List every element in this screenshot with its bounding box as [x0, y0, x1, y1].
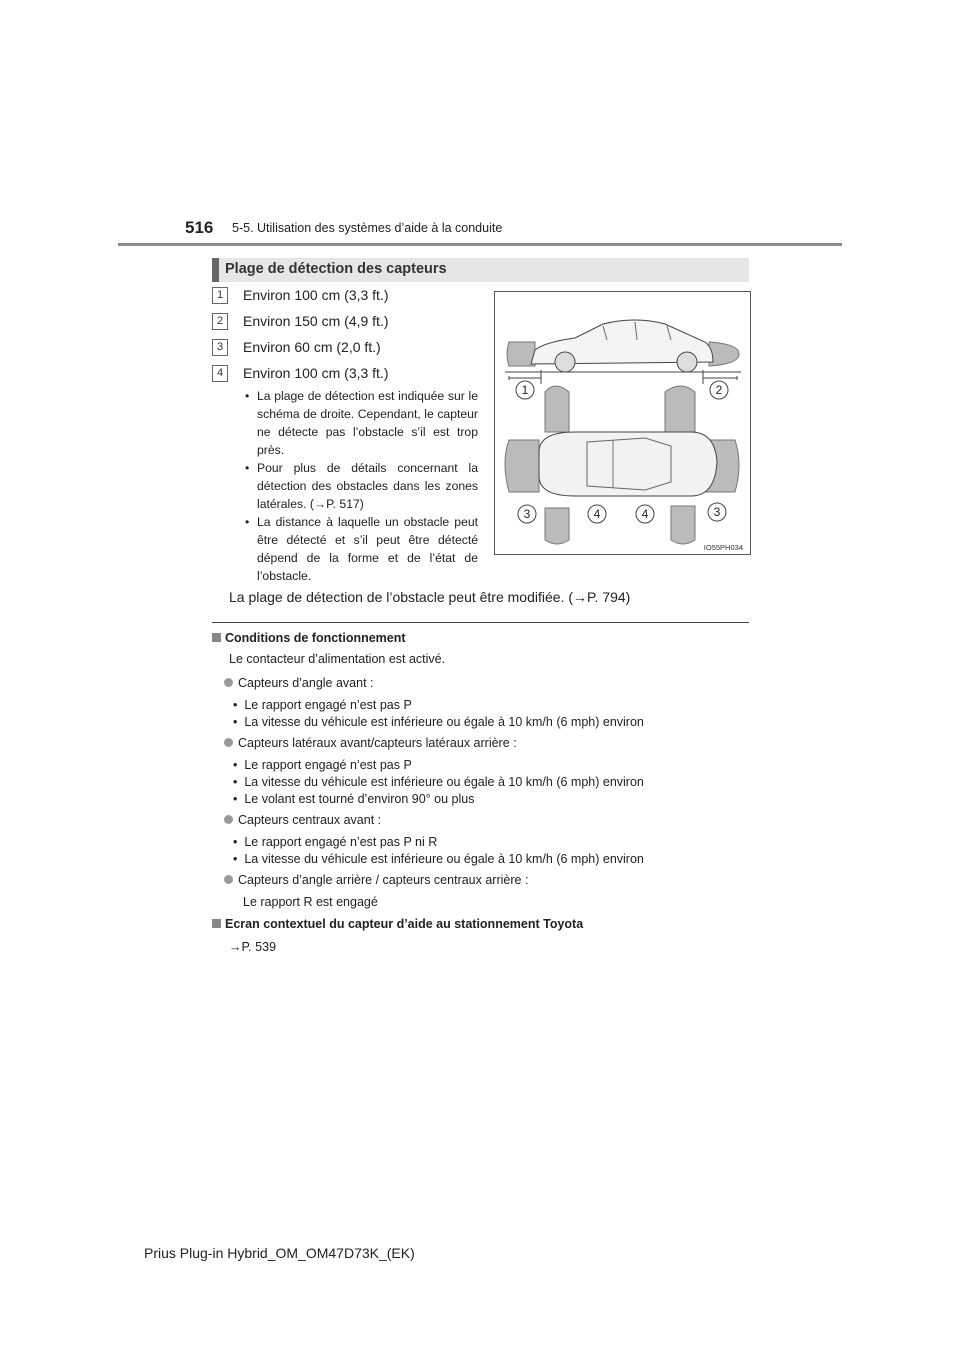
callout-4: 4: [593, 507, 601, 521]
callout-2: 2: [715, 383, 723, 397]
circle-bullet-icon: [224, 815, 233, 824]
footer-doc-id: Prius Plug-in Hybrid_OM_OM47D73K_(EK): [144, 1245, 415, 1261]
range-number-3: 3: [212, 339, 228, 356]
condition-line: • Le rapport engagé n’est pas P: [233, 698, 412, 712]
callout-3b: 3: [713, 505, 721, 519]
diagram-illustration: [495, 292, 750, 554]
condition-line: • La vitesse du véhicule est inférieure ou égale à 10 km/h (6 mph) environ: [233, 715, 644, 729]
header-rule: [118, 243, 842, 246]
popup-heading: Ecran contextuel du capteur d’aide au stationnement Toyota: [212, 917, 583, 931]
square-bullet-icon: [212, 633, 221, 642]
condition-group-label: Capteurs latéraux avant/capteurs latéraux arrière :: [224, 736, 517, 750]
range-number-1: 1: [212, 287, 228, 304]
range-text-2: Environ 150 cm (4,9 ft.): [243, 313, 389, 329]
condition-group-label: Capteurs centraux avant :: [224, 813, 381, 827]
heading-text: Plage de détection des capteurs: [225, 261, 447, 277]
section-divider: [212, 622, 749, 623]
conditions-heading: Conditions de fonctionnement: [212, 631, 406, 645]
condition-line: • Le rapport engagé n’est pas P ni R: [233, 835, 438, 849]
circle-bullet-icon: [224, 678, 233, 687]
note-item: • La plage de détection est indiquée sur le schéma de droite. Cependant, le capteur ne détecte pas l’obstacle s’il est trop près.: [245, 389, 478, 457]
page-number: 516: [185, 218, 214, 237]
section-heading: [212, 258, 749, 282]
range-number-4: 4: [212, 365, 228, 382]
conditions-intro: Le contacteur d’alimentation est activé.: [229, 652, 446, 666]
condition-line: • Le volant est tourné d’environ 90° ou plus: [233, 792, 475, 806]
condition-line: • La vitesse du véhicule est inférieure ou égale à 10 km/h (6 mph) environ: [233, 775, 644, 789]
heading-accent: [212, 258, 219, 282]
callout-4b: 4: [641, 507, 649, 521]
modify-range-text: La plage de détection de l’obstacle peut être modifiée. (→P. 794): [229, 589, 631, 605]
range-text-3: Environ 60 cm (2,0 ft.): [243, 339, 381, 355]
circle-bullet-icon: [224, 875, 233, 884]
callout-1: 1: [521, 383, 529, 397]
callout-3: 3: [523, 507, 531, 521]
circle-bullet-icon: [224, 738, 233, 747]
diagram-code: IO55PH034: [703, 543, 743, 552]
range-text-4: Environ 100 cm (3,3 ft.): [243, 365, 389, 381]
notes-list: [243, 387, 478, 585]
popup-reference-link[interactable]: →P. 539: [229, 940, 277, 954]
section-title: 5-5. Utilisation des systèmes d’aide à la conduite: [232, 221, 503, 235]
note-item: • La distance à laquelle un obstacle peut être détecté et s’il peut être détecté dépend de la forme et de l’état de l’obstacle.: [245, 515, 478, 583]
condition-group-label: Capteurs d’angle arrière / capteurs centraux arrière :: [224, 873, 528, 887]
sensor-range-diagram: [494, 291, 751, 555]
condition-line: • Le rapport engagé n’est pas P: [233, 758, 412, 772]
square-bullet-icon: [212, 919, 221, 928]
range-number-2: 2: [212, 313, 228, 330]
condition-group-label: Capteurs d’angle avant :: [224, 676, 374, 690]
note-item: • Pour plus de détails concernant la détection des obstacles dans les zones latérales. (→P. 517): [245, 461, 478, 511]
condition-line: Le rapport R est engagé: [243, 895, 378, 909]
condition-line: • La vitesse du véhicule est inférieure ou égale à 10 km/h (6 mph) environ: [233, 852, 644, 866]
range-text-1: Environ 100 cm (3,3 ft.): [243, 287, 389, 303]
